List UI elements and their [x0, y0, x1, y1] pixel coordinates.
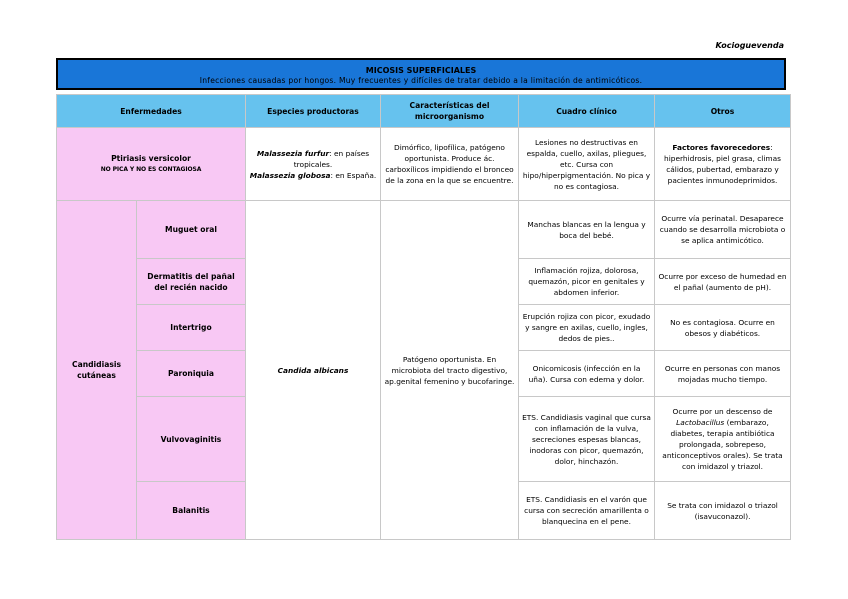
species-name: Malassezia furfur: [256, 148, 330, 158]
table-row: [57, 128, 791, 201]
others-cell: Ocurre en personas con manos mojadas mucho tiempo.: [655, 351, 791, 397]
header-row: [57, 95, 791, 128]
disease-name: Ptiriasis versicolor: [111, 154, 191, 163]
subdisease-name: Balanitis: [137, 482, 246, 540]
clinical-cell: Lesiones no destructivas en espalda, cuello, axilas, pliegues, etc. Cursa con hipo/hiperpigmentación. No pica y no es contagiosa.: [519, 128, 655, 201]
others-cell: [655, 128, 791, 201]
species-cell: [246, 128, 381, 201]
disease-group-name: Candidiasis cutáneas: [72, 360, 121, 380]
subdisease-name: Muguet oral: [137, 201, 246, 259]
clinical-cell: ETS. Candidiasis vaginal que cursa con inflamación de la vulva, secreciones espesas blancas, inodoras con picor, quemazón, dolor, hinchazón.: [519, 397, 655, 482]
disease-ptiriasis: [57, 128, 246, 201]
header-especies: Especies productoras: [246, 95, 381, 128]
page-title: MICOSIS SUPERFICIALES: [365, 66, 477, 75]
brand-signature: Kocioguevenda: [715, 41, 784, 50]
others-cell: Ocurre por exceso de humedad en el pañal (aumento de pH).: [655, 259, 791, 305]
disease-note: NO PICA Y NO ES CONTAGIOSA: [100, 166, 202, 173]
page-subtitle: Infecciones causadas por hongos. Muy frecuentes y difíciles de tratar debido a la limitación de antimicóticos.: [199, 76, 643, 85]
table-row: [57, 201, 791, 259]
others-label: Factores favorecedores: [672, 143, 771, 152]
others-cell: No es contagiosa. Ocurre en obesos y diabéticos.: [655, 305, 791, 351]
subdisease-name: Paroniquia: [137, 351, 246, 397]
others-cell: Se trata con imidazol o triazol (isavuconazol).: [655, 482, 791, 540]
species-cell: [246, 201, 381, 540]
others-text: Ocurre por un descenso de: [672, 407, 773, 416]
others-text: : hiperhidrosis, piel grasa, climas cálidos, pubertad, embarazo y pacientes inmunodeprimidos.: [664, 143, 781, 185]
disease-group-candidiasis: [57, 201, 137, 540]
others-cell: Ocurre vía perinatal. Desaparece cuando se desarrolla microbiota o se aplica antimicótico.: [655, 201, 791, 259]
subdisease-name: Dermatitis del pañal del recién nacido: [137, 259, 246, 305]
clinical-cell: Manchas blancas en la lengua y boca del bebé.: [519, 201, 655, 259]
subdisease-name: Vulvovaginitis: [137, 397, 246, 482]
clinical-cell: Onicomicosis (infección en la uña). Cursa con edema y dolor.: [519, 351, 655, 397]
header-otros: Otros: [655, 95, 791, 128]
species-name: Malassezia globosa: [249, 170, 331, 180]
clinical-cell: ETS. Candidiasis en el varón que cursa con secreción amarillenta o blanquecina en el pene.: [519, 482, 655, 540]
species-name: Candida albicans: [277, 365, 349, 375]
subdisease-name: Intertrigo: [137, 305, 246, 351]
characteristics-cell: Patógeno oportunista. En microbiota del tracto digestivo, ap.genital femenino y bucofaringe.: [381, 201, 519, 540]
header-cuadro: Cuadro clínico: [519, 95, 655, 128]
header-enfermedades: Enfermedades: [57, 95, 246, 128]
title-banner: [56, 58, 786, 90]
header-caracteristicas: Características del microorganismo: [381, 95, 519, 128]
others-cell: [655, 397, 791, 482]
mycosis-table: [56, 94, 791, 540]
species-desc: : en España.: [330, 170, 377, 180]
characteristics-cell: Dimórfico, lipofílica, patógeno oportunista. Produce ác. carboxílicos impidiendo el bronceo de la zona en la que se encuentre.: [381, 128, 519, 201]
others-text: (embarazo, diabetes, terapia antibiótica prolongada, sobrepeso, anticonceptivos orales). Se trata con imidazol y triazol.: [662, 418, 783, 471]
species-desc: : en países tropicales.: [293, 148, 370, 169]
others-italic: Lactobacillus: [676, 418, 725, 427]
clinical-cell: Inflamación rojiza, dolorosa, quemazón, picor en genitales y abdomen inferior.: [519, 259, 655, 305]
clinical-cell: Erupción rojiza con picor, exudado y sangre en axilas, cuello, ingles, dedos de pies..: [519, 305, 655, 351]
